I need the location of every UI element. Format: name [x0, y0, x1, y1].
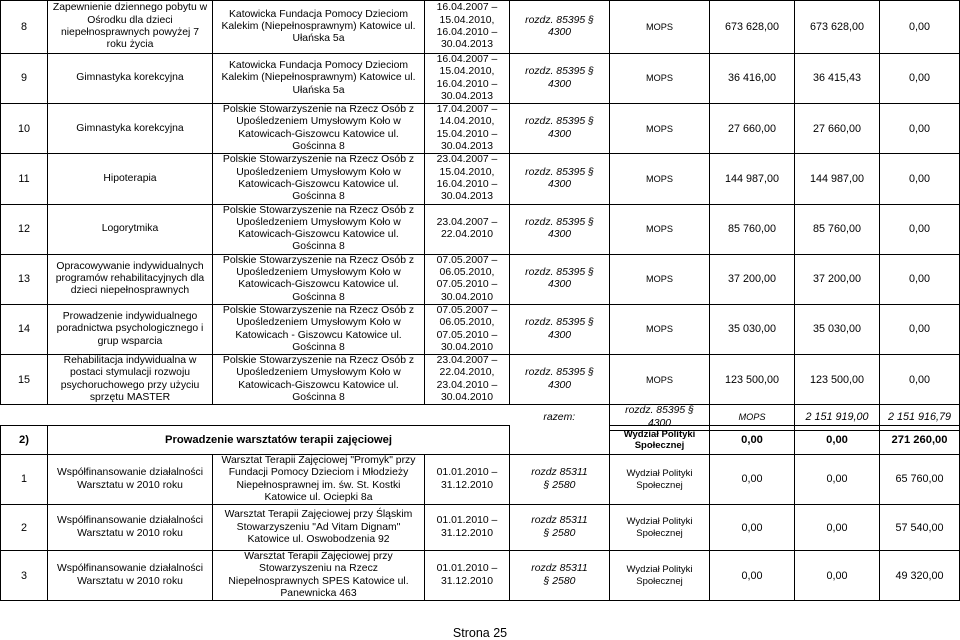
row-number: 12: [1, 204, 48, 254]
task-name: Współfinansowanie działalności Warsztatu w 2010 roku: [48, 505, 213, 551]
task-name: Hipoterapia: [48, 154, 213, 204]
date-range: 01.01.2010 – 31.12.2010: [425, 505, 510, 551]
task-name: Gimnastyka korekcyjna: [48, 54, 213, 104]
row-number: 9: [1, 54, 48, 104]
fund-unit: Wydział Polityki Społecznej: [610, 455, 710, 505]
amount-spent: 85 760,00: [795, 204, 880, 254]
table-row: [1, 204, 960, 254]
amount-planned: 35 030,00: [710, 304, 795, 354]
row-number: 8: [1, 1, 48, 54]
fund-unit: MOPS: [610, 254, 710, 304]
budget-chapter: rozdz. 85395 § 4300: [510, 154, 610, 204]
amount-spent: 0,00: [795, 455, 880, 505]
fund-unit: MOPS: [610, 104, 710, 154]
date-range: 16.04.2007 – 15.04.2010, 16.04.2010 – 30.04.2013: [425, 54, 510, 104]
amount-rest: 57 540,00: [880, 505, 960, 551]
section-title: Prowadzenie warsztatów terapii zajęciowej: [48, 426, 510, 455]
row-number: 2: [1, 505, 48, 551]
fund-unit: MOPS: [610, 154, 710, 204]
date-range: 23.04.2007 – 22.04.2010: [425, 204, 510, 254]
summary-chapter: rozdz. 85395 § 4300: [610, 405, 710, 431]
task-name: Współfinansowanie działalności Warsztatu w 2010 roku: [48, 455, 213, 505]
table-row: [1, 304, 960, 354]
amount-planned: 0,00: [710, 455, 795, 505]
budget-chapter: rozdz. 85395 § 4300: [510, 1, 610, 54]
budget-chapter: rozdz 85311 § 2580: [510, 505, 610, 551]
date-range: 17.04.2007 – 14.04.2010, 15.04.2010 – 30.04.2013: [425, 104, 510, 154]
table-row: [1, 551, 960, 601]
budget-chapter: rozdz. 85395 § 4300: [510, 355, 610, 405]
summary-label: razem:: [543, 411, 576, 423]
table-row: [1, 455, 960, 505]
date-range: 01.01.2010 – 31.12.2010: [425, 551, 510, 601]
amount-planned: 0,00: [710, 551, 795, 601]
amount-rest: 0,00: [880, 104, 960, 154]
amount-planned: 123 500,00: [710, 355, 795, 405]
row-number: 14: [1, 304, 48, 354]
budget-chapter: rozdz. 85395 § 4300: [510, 204, 610, 254]
row-number: 10: [1, 104, 48, 154]
summary-spent: 2 151 916,79: [880, 405, 960, 431]
amount-spent: 0,00: [795, 505, 880, 551]
amount-rest: 0,00: [880, 355, 960, 405]
organization: Warsztat Terapii Zajęciowej przy Stowarzyszeniu na Rzecz Niepełnosprawnych SPES Katowice ul. Panewnicka 463: [213, 551, 425, 601]
organization: Polskie Stowarzyszenie na Rzecz Osób z Upośledzeniem Umysłowym Koło w Katowicach-Giszowcu Katowice ul. Gościnna 8: [213, 204, 425, 254]
fund-unit: Wydział Polityki Społecznej: [610, 551, 710, 601]
organization: Warsztat Terapii Zajęciowej przy Śląskim Stowarzyszeniu "Ad Vitam Dignam" Katowice ul. Oswobodzenia 92: [213, 505, 425, 551]
table-row: [1, 505, 960, 551]
date-range: 07.05.2007 – 06.05.2010, 07.05.2010 – 30.04.2010: [425, 304, 510, 354]
organization: Katowicka Fundacja Pomocy Dzieciom Kalekim (Niepełnosprawnym) Katowice ul. Ułańska 5a: [213, 1, 425, 54]
section-2-header: [0, 425, 960, 455]
date-range: 23.04.2007 – 22.04.2010, 23.04.2010 – 30.04.2010: [425, 355, 510, 405]
organization: Warsztat Terapii Zajęciowej "Promyk" przy Fundacji Pomocy Dzieciom i Młodzieży Niepełnosprawnej im. św. St. Kostki Katowice ul. Ociepki 8a: [213, 455, 425, 505]
budget-chapter: rozdz 85311 § 2580: [510, 455, 610, 505]
amount-spent: 0,00: [795, 551, 880, 601]
fund-unit: MOPS: [610, 54, 710, 104]
section-amount: 0,00: [710, 426, 795, 455]
organization: Katowicka Fundacja Pomocy Dzieciom Kalekim (Niepełnosprawnym) Katowice ul. Ułańska 5a: [213, 54, 425, 104]
summary-amount: 2 151 919,00: [795, 405, 880, 431]
spacer: [510, 426, 610, 455]
section-fund: Wydział Polityki Społecznej: [610, 426, 710, 455]
fund-unit: MOPS: [610, 355, 710, 405]
organization: Polskie Stowarzyszenie na Rzecz Osób z Upośledzeniem Umysłowym Koło w Katowicach-Giszowcu Katowice ul. Gościnna 8: [213, 104, 425, 154]
amount-rest: 65 760,00: [880, 455, 960, 505]
amount-spent: 37 200,00: [795, 254, 880, 304]
amount-spent: 35 030,00: [795, 304, 880, 354]
summary-fund: MOPS: [710, 405, 795, 431]
page-number: Strona 25: [452, 626, 508, 640]
amount-planned: 144 987,00: [710, 154, 795, 204]
task-name: Gimnastyka korekcyjna: [48, 104, 213, 154]
amount-spent: 144 987,00: [795, 154, 880, 204]
grants-table-2: [0, 454, 960, 601]
amount-planned: 0,00: [710, 505, 795, 551]
date-range: 07.05.2007 – 06.05.2010, 07.05.2010 – 30.04.2010: [425, 254, 510, 304]
organization: Polskie Stowarzyszenie na Rzecz Osób z Upośledzeniem Umysłowym Koło w Katowicach-Giszowcu Katowice ul. Gościnna 8: [213, 154, 425, 204]
section-spent: 0,00: [795, 426, 880, 455]
row-number: 13: [1, 254, 48, 304]
date-range: 16.04.2007 – 15.04.2010, 16.04.2010 – 30.04.2013: [425, 1, 510, 54]
task-name: Opracowywanie indywidualnych programów rehabilitacyjnych dla dzieci niepełnosprawnych: [48, 254, 213, 304]
table-row: [1, 154, 960, 204]
fund-unit: MOPS: [610, 304, 710, 354]
budget-chapter: rozdz. 85395 § 4300: [510, 254, 610, 304]
amount-rest: 0,00: [880, 1, 960, 54]
date-range: 23.04.2007 – 15.04.2010, 16.04.2010 – 30.04.2013: [425, 154, 510, 204]
amount-rest: 0,00: [880, 54, 960, 104]
row-number: 15: [1, 355, 48, 405]
amount-spent: 27 660,00: [795, 104, 880, 154]
date-range: 01.01.2010 – 31.12.2010: [425, 455, 510, 505]
budget-chapter: rozdz 85311 § 2580: [510, 551, 610, 601]
amount-planned: 37 200,00: [710, 254, 795, 304]
row-number: 1: [1, 455, 48, 505]
row-number: 3: [1, 551, 48, 601]
organization: Polskie Stowarzyszenie na Rzecz Osób z Upośledzeniem Umysłowym Koło w Katowicach-Giszowcu Katowice ul. Gościnna 8: [213, 254, 425, 304]
row-number: 11: [1, 154, 48, 204]
amount-planned: 36 416,00: [710, 54, 795, 104]
fund-unit: MOPS: [610, 1, 710, 54]
amount-rest: 49 320,00: [880, 551, 960, 601]
amount-rest: 0,00: [880, 254, 960, 304]
amount-planned: 85 760,00: [710, 204, 795, 254]
section-2-row: [1, 426, 960, 455]
table-row: [1, 1, 960, 54]
amount-rest: 0,00: [880, 204, 960, 254]
task-name: Współfinansowanie działalności Warsztatu w 2010 roku: [48, 551, 213, 601]
budget-chapter: rozdz. 85395 § 4300: [510, 304, 610, 354]
fund-unit: Wydział Polityki Społecznej: [610, 505, 710, 551]
task-name: Logorytmika: [48, 204, 213, 254]
section-number: 2): [1, 426, 48, 455]
table-row: [1, 54, 960, 104]
amount-planned: 27 660,00: [710, 104, 795, 154]
fund-unit: MOPS: [610, 204, 710, 254]
amount-spent: 123 500,00: [795, 355, 880, 405]
task-name: Rehabilitacja indywidualna w postaci stymulacji rozwoju psychoruchowego przy użyciu sprzętu MASTER: [48, 355, 213, 405]
task-name: Zapewnienie dziennego pobytu w Ośrodku dla dzieci niepełnosprawnych powyżej 7 roku życia: [48, 1, 213, 54]
table-row: [1, 355, 960, 405]
amount-rest: 0,00: [880, 154, 960, 204]
section-rest: 271 260,00: [880, 426, 960, 455]
table-row: [1, 104, 960, 154]
task-name: Prowadzenie indywidualnego poradnictwa psychologicznego i grup wsparcia: [48, 304, 213, 354]
amount-spent: 36 415,43: [795, 54, 880, 104]
organization: Polskie Stowarzyszenie na Rzecz Osób z Upośledzeniem Umysłowym Koło w Katowicach-Giszowcu Katowice ul. Gościnna 8: [213, 355, 425, 405]
organization: Polskie Stowarzyszenie na Rzecz Osób z Upośledzeniem Umysłowym Koło w Katowicach - Giszowcu Katowice ul. Gościnna 8: [213, 304, 425, 354]
table-row: [1, 254, 960, 304]
budget-chapter: rozdz. 85395 § 4300: [510, 104, 610, 154]
amount-planned: 673 628,00: [710, 1, 795, 54]
budget-chapter: rozdz. 85395 § 4300: [510, 54, 610, 104]
amount-spent: 673 628,00: [795, 1, 880, 54]
amount-rest: 0,00: [880, 304, 960, 354]
